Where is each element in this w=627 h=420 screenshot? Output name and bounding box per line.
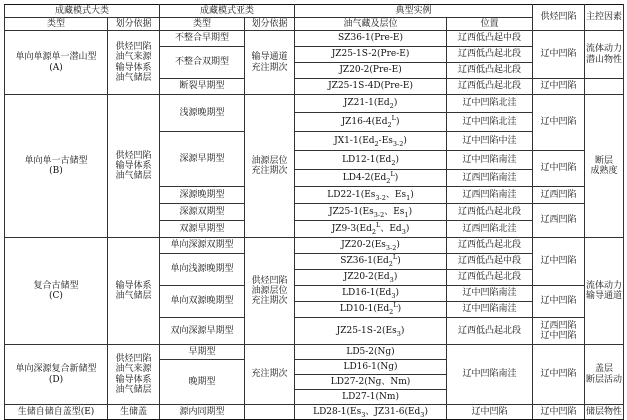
basis-cell-b: 供烃凹陷 输导体系 油气储层 bbox=[108, 95, 160, 238]
header-type: 类型 bbox=[5, 18, 108, 31]
reservoir-cell bbox=[295, 113, 447, 132]
reservoir-text: $LD10-1(Ed_2^L)$ bbox=[339, 301, 402, 317]
reservoir-text: $JX1-1(Ed_2-Es_{3-2})$ bbox=[334, 135, 407, 148]
reservoir-cell bbox=[295, 286, 447, 302]
type-name: 单向单源单一潜山型 bbox=[15, 52, 97, 63]
reservoir-text: JZ25-1S-4D(Pre-E) bbox=[328, 81, 413, 92]
subtype-cell: 深源晚期型 bbox=[160, 187, 245, 204]
reservoir-text: JZ25-1S-2(Pre-E) bbox=[331, 49, 410, 60]
subtype-cell: 浅源晚期型 bbox=[160, 95, 245, 132]
type-name: 单向深源复合新储型 bbox=[15, 364, 97, 375]
subbasis-cell-e bbox=[245, 405, 295, 420]
location-cell: 辽西低凸起北段 bbox=[447, 270, 533, 286]
subtype-cell: 断裂早期型 bbox=[160, 79, 245, 95]
reservoir-text: $JZ20-2(Es_{3-2})$ bbox=[341, 240, 400, 253]
type-code: (A) bbox=[49, 62, 63, 73]
type-cell-c bbox=[5, 238, 108, 345]
basis-cell-d: 供烃凹陷 油气来源 输导体系 油气储层 bbox=[108, 345, 160, 405]
location-cell: 辽西凹陷南洼 bbox=[447, 187, 533, 204]
table-row bbox=[5, 95, 624, 113]
reservoir-text: $LD28-1(Es_3$、$JZ31-6(Ed_3)$ bbox=[313, 406, 428, 419]
type-name: 复合古储型 bbox=[33, 280, 79, 291]
reservoir-model-table bbox=[4, 4, 624, 420]
subbasis-cell-b: 油源层位 充注期次 bbox=[245, 95, 295, 238]
reservoir-text: LD5-2(Ng) bbox=[346, 346, 395, 357]
location-cell: 辽中凹陷 bbox=[447, 405, 533, 420]
reservoir-cell bbox=[295, 47, 447, 63]
factor-cell-c: 流体动力 输导通道 bbox=[585, 238, 624, 345]
reservoir-text: $JZ9-3(Ed_2^L$、$Ed_3$) bbox=[331, 220, 410, 236]
table-row bbox=[5, 345, 624, 360]
reservoir-cell bbox=[295, 79, 447, 95]
reservoir-cell bbox=[295, 31, 447, 47]
header-reservoir: 油气藏及层位 bbox=[295, 18, 447, 31]
subbasis-cell-d: 充注期次 bbox=[245, 345, 295, 405]
subtype-cell: 深源早期型 bbox=[160, 132, 245, 187]
reservoir-text: LD16-1(Ng) bbox=[343, 361, 398, 372]
type-cell-e: 生储自储自盖型(E) bbox=[5, 405, 108, 420]
header-row-2 bbox=[5, 18, 624, 31]
reservoir-text: $JZ20-2(Ed_3)$ bbox=[343, 272, 398, 285]
location-cell: 辽西凹陷北洼 bbox=[447, 221, 533, 238]
type-code: (B) bbox=[49, 166, 63, 176]
reservoir-cell bbox=[295, 187, 447, 204]
reservoir-text: $JZ16-4(Ed_2^L)$ bbox=[341, 113, 400, 129]
factor-cell bbox=[585, 79, 624, 95]
location-cell: 辽西凹陷南洼 bbox=[447, 170, 533, 187]
subtype-cell: 单向双源晚期型 bbox=[160, 286, 245, 318]
reservoir-text: $LD16-1(Ed_3)$ bbox=[342, 288, 399, 301]
location-cell: 辽中凹陷北洼 bbox=[447, 113, 533, 132]
header-subbasis: 划分依据 bbox=[245, 18, 295, 31]
reservoir-cell bbox=[295, 345, 447, 360]
subtype-cell: 源内同期型 bbox=[160, 405, 245, 420]
reservoir-text: JZ20-2(Pre-E) bbox=[339, 65, 402, 76]
reservoir-cell bbox=[295, 270, 447, 286]
reservoir-text: $JZ25-1(Es_{3-2}$、$Es_1$) bbox=[328, 206, 413, 219]
factor-cell-a: 流体动力 潜山物性 bbox=[585, 31, 624, 79]
location-cell: 辽西低凸起中段 bbox=[447, 254, 533, 270]
depression-cell: 辽中凹陷 bbox=[533, 79, 585, 95]
reservoir-cell bbox=[295, 151, 447, 170]
factor-cell-b: 断层 成熟度 bbox=[585, 95, 624, 238]
depression-cell: 辽中凹陷 bbox=[533, 31, 585, 79]
location-cell: 辽中凹陷南洼 bbox=[447, 345, 533, 405]
reservoir-cell bbox=[295, 302, 447, 318]
location-cell: 辽中凹陷南洼 bbox=[447, 151, 533, 170]
reservoir-cell bbox=[295, 390, 447, 405]
depression-cell: 辽中凹陷 bbox=[533, 238, 585, 286]
header-basis: 划分依据 bbox=[108, 18, 160, 31]
header-category: 成藏模式大类 bbox=[5, 5, 160, 18]
subtype-cell: 单向浅源晚期型 bbox=[160, 254, 245, 286]
reservoir-text: LD27-1(Nm) bbox=[342, 391, 399, 402]
subtype-cell: 深源双期型 bbox=[160, 204, 245, 221]
location-cell: 辽中凹陷南洼 bbox=[447, 302, 533, 318]
location-cell: 辽西低凸起北段 bbox=[447, 63, 533, 79]
type-code: (C) bbox=[49, 291, 63, 301]
location-cell: 辽中凹陷中洼 bbox=[447, 132, 533, 151]
reservoir-cell bbox=[295, 405, 447, 420]
factor-cell-d: 盖层 断层活动 bbox=[585, 345, 624, 405]
header-factor: 主控因素 bbox=[585, 5, 624, 31]
table-row bbox=[5, 405, 624, 420]
location-cell: 辽西低凸起北段 bbox=[447, 318, 533, 345]
location-cell: 辽中凹陷南洼 bbox=[447, 286, 533, 302]
reservoir-cell bbox=[295, 360, 447, 375]
reservoir-text: $SZ36-1(Ed_2^L)$ bbox=[340, 253, 401, 269]
depression-cell: 辽中凹陷 bbox=[533, 95, 585, 151]
subtype-cell: 双源早期型 bbox=[160, 221, 245, 238]
reservoir-cell bbox=[295, 132, 447, 151]
reservoir-cell bbox=[295, 254, 447, 270]
type-cell-a bbox=[5, 31, 108, 95]
type-cell-d bbox=[5, 345, 108, 405]
depression-cell: 辽中凹陷 bbox=[533, 286, 585, 318]
header-depression: 供烃凹陷 bbox=[533, 5, 585, 31]
depression-cell: 辽中凹陷 bbox=[533, 405, 585, 420]
location-cell: 辽西低凸起北段 bbox=[447, 204, 533, 221]
subtype-cell: 早期型 bbox=[160, 345, 245, 360]
reservoir-cell bbox=[295, 238, 447, 254]
subtype-cell: 不整合双期型 bbox=[160, 47, 245, 79]
location-cell: 辽中凹陷北洼 bbox=[447, 95, 533, 113]
location-cell: 辽西低凸起北段 bbox=[447, 238, 533, 254]
reservoir-cell bbox=[295, 318, 447, 345]
depression-cell: 辽中凹陷 bbox=[533, 345, 585, 405]
reservoir-cell bbox=[295, 63, 447, 79]
basis-cell-e: 生储盖 bbox=[108, 405, 160, 420]
reservoir-text: $LD12-1(Ed_2)$ bbox=[342, 154, 399, 167]
reservoir-cell bbox=[295, 221, 447, 238]
reservoir-text: $JZ21-1(Ed_2)$ bbox=[343, 98, 398, 111]
type-cell-b bbox=[5, 95, 108, 238]
depression-cell: 辽西凹陷 bbox=[533, 187, 585, 204]
reservoir-cell bbox=[295, 204, 447, 221]
reservoir-text: $LD22-1(Es_{3-2}$、$Es_1$) bbox=[327, 189, 414, 202]
reservoir-cell bbox=[295, 170, 447, 187]
basis-cell-a: 供烃凹陷 油气来源 输导体系 油气储层 bbox=[108, 31, 160, 95]
location-cell: 辽西低凸起北段 bbox=[447, 47, 533, 63]
header-subtype: 类型 bbox=[160, 18, 245, 31]
subtype-cell: 双向深源早期型 bbox=[160, 318, 245, 345]
reservoir-text: $LD4-2(Ed_2^L)$ bbox=[342, 169, 399, 185]
subtype-cell: 不整合早期型 bbox=[160, 31, 245, 47]
table-row bbox=[5, 31, 624, 47]
reservoir-text: $JZ25-1S-2(Es_3)$ bbox=[336, 325, 405, 338]
location-cell: 辽西低凸起中段 bbox=[447, 31, 533, 47]
header-location: 位置 bbox=[447, 18, 533, 31]
table-row bbox=[5, 238, 624, 254]
subtype-cell: 单向深源双期型 bbox=[160, 238, 245, 254]
header-subcategory: 成藏模式亚类 bbox=[160, 5, 295, 18]
reservoir-text: LD27-2(Ng、Nm) bbox=[330, 376, 411, 387]
reservoir-cell bbox=[295, 95, 447, 113]
depression-cell: 辽西凹陷 辽中凹陷 bbox=[533, 318, 585, 345]
factor-cell: 储层物性 bbox=[585, 405, 624, 420]
header-row-1 bbox=[5, 5, 624, 18]
depression-cell: 辽西凹陷 bbox=[533, 204, 585, 238]
depression-cell: 辽中凹陷 bbox=[533, 151, 585, 187]
subbasis-cell-a: 输导通道 充注期次 bbox=[245, 31, 295, 95]
header-example: 典型实例 bbox=[295, 5, 533, 18]
subbasis-cell-c: 供烃凹陷 油源层位 充注期次 bbox=[245, 238, 295, 345]
reservoir-text: SZ36-1(Pre-E) bbox=[338, 33, 404, 44]
type-code: (D) bbox=[48, 374, 64, 385]
location-cell: 辽西低凸起北段 bbox=[447, 79, 533, 95]
type-name: 单向单一古储型 bbox=[24, 155, 88, 166]
subtype-cell: 晚期型 bbox=[160, 360, 245, 405]
basis-cell-c: 输导体系 油气储层 bbox=[108, 238, 160, 345]
reservoir-cell bbox=[295, 375, 447, 390]
